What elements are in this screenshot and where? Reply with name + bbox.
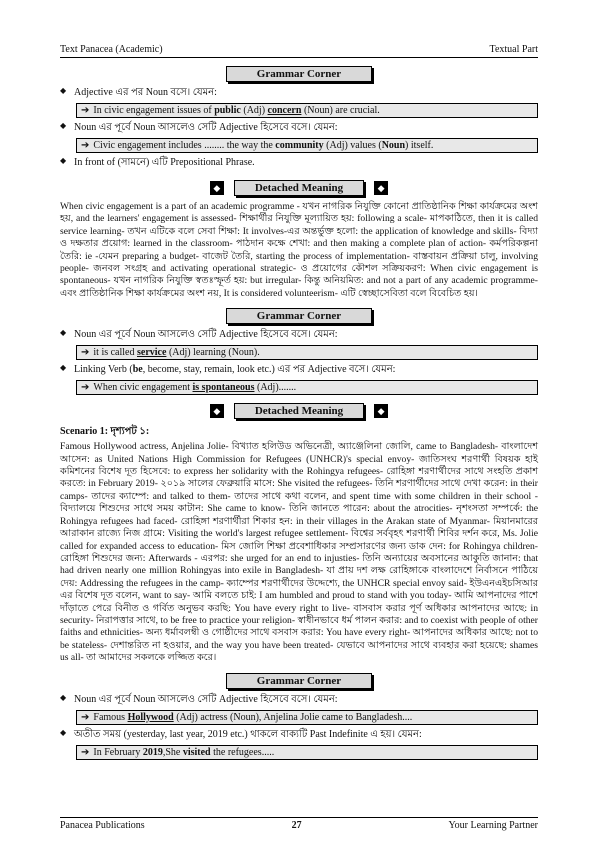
page-header (60, 44, 538, 58)
diamond-bullet-icon: ◆ (60, 727, 67, 737)
scenario-title: Scenario 1: দৃশ্যপট ১: (60, 426, 150, 438)
example-box: ➔ When civic engagement is spontaneous (Adj)....... (76, 380, 538, 395)
detached-meaning-paragraph: When civic engagement is a part of an academic programme - যখন নাগরিক নিযুক্তি কোনো প্রাতিষ্ঠানিক শিক্ষা কার্যক্রমের অংশ হয়, and the learners' engagement is assessed- শিক্ষার্থীর নিযুক্তি মূল্যায়িত হয়: following a scale- মাপকাঠিতে, then it is called service learning- তখন এটিকে বলে সেবা শিক্ষা: It involves-এর অন্তর্ভুক্ত হলো: the application of knowledge and skills- বিদ্যা ও দক্ষতার প্রয়োগ: learned in the classroom- পাঠদান কক্ষে শেখা: and then making a complete plan of action- কর্মপরিকল্পনা তৈরি: ie -যেমন preparing a budget- বাজেট তৈরি, starting the process of implementation- বাস্তবায়ন প্রক্রিয়া চালু, involving people- জনবল সংগ্রহ and activating operational strategic- ও প্রয়োগের কৌশল সক্রিয়করণ: When civic engagement is spontaneous- যখন নাগরিক নিযুক্তি স্বতঃস্ফূর্ত হয়: but irregular- কিন্তু অনিয়মিত: and not a part of any academic programme- এবং প্রাতিষ্ঠানিক শিক্ষা কার্যক্রমের অংশ নয়, It is considered volunteerism- এটি স্বেচ্ছাসেবিতা বলে বিবেচিত হয়। (60, 201, 538, 299)
diamond-bullet-icon: ◆ (60, 121, 67, 130)
example-box: ➔ In civic engagement issues of public (Adj) concern (Noun) are crucial. (76, 103, 538, 118)
arrow-icon: ➔ (81, 746, 90, 758)
detached-meaning-heading: Detached Meaning (234, 180, 364, 196)
diamond-bullet-icon: ◆ (60, 156, 67, 165)
grammar-corner-heading: Grammar Corner (226, 673, 372, 689)
detached-meaning-heading: Detached Meaning (234, 403, 364, 419)
page-footer (60, 817, 538, 831)
example-box: ➔ Famous Hollywood (Adj) actress (Noun), Anjelina Jolie came to Bangladesh.... (76, 710, 538, 725)
diamond-bullet-icon: ◆ (60, 692, 67, 702)
example-box: ➔ Civic engagement includes ........ the way the community (Adj) values (Noun) itself. (76, 138, 538, 153)
arrow-icon: ➔ (81, 711, 90, 723)
diamond-icon: ◆ (374, 404, 388, 418)
diamond-icon: ◆ (210, 181, 224, 195)
diamond-bullet-icon: ◆ (60, 86, 67, 95)
arrow-icon: ➔ (81, 105, 90, 116)
header-section: Textual Part (489, 44, 538, 55)
example-box: ➔ In February 2019,She visited the refugees..... (76, 745, 538, 760)
arrow-icon: ➔ (81, 382, 90, 394)
rule-item: ◆ Adjective এর পর Noun বসে। যেমন: (60, 85, 538, 102)
rule-item: ◆ Noun এর পূর্বে Noun আসলেও সেটি Adjective হিসেবে বসে। যেমন: (60, 120, 538, 137)
page-content (60, 44, 538, 762)
publisher-name: Panacea Publications (60, 820, 145, 831)
rule-item: ◆ Noun এর পূর্বে Noun আসলেও সেটি Adjective হিসেবে বসে। যেমন: (60, 692, 538, 709)
example-box: ➔ it is called service (Adj) learning (Noun). (76, 345, 538, 360)
rule-item: ◆ অতীত সময় (yesterday, last year, 2019 etc.) থাকলে বাক্যটি Past Indefinite এ হয়। যেমন: (60, 727, 538, 744)
rule-item: ◆ Noun এর পূর্বে Noun আসলেও সেটি Adjective হিসেবে বসে। যেমন: (60, 327, 538, 344)
grammar-corner-heading: Grammar Corner (226, 308, 372, 324)
page-number: 27 (291, 820, 302, 831)
grammar-corner-heading: Grammar Corner (226, 66, 372, 82)
diamond-icon: ◆ (210, 404, 224, 418)
rule-item: ◆ In front of (সামনে) এটি Prepositional Phrase. (60, 155, 538, 172)
footer-tagline: Your Learning Partner (448, 820, 538, 831)
header-book-title: Text Panacea (Academic) (60, 44, 163, 55)
arrow-icon: ➔ (81, 347, 90, 359)
rule-item: ◆ Linking Verb (be, become, stay, remain, look etc.) এর পর Adjective বসে। যেমন: (60, 362, 538, 379)
diamond-icon: ◆ (374, 181, 388, 195)
scenario-paragraph: Famous Hollywood actress, Anjelina Jolie- বিখ্যাত হলিউড অভিনেত্রী, অ্যাঞ্জেলিনা জোলি, came to Bangladesh- বাংলাদেশ আসেন: as United Nations High Commission for Refugees (UNHCR)'s special envoy- জাতিসংঘ শরণার্থী বিষয়ক হাই কমিশনের বিশেষ দূত হিসেবে: to express her solidarity with the Rohingya refugees- রোহিঙ্গা শরণার্থীদের সাথে সংহতি প্রকাশ করতে: in February 2019- ২০১৯ সালের ফেব্রুয়ারি মাসে: She visited the refugees- তিনি শরণার্থীদের সাথে দেখা করেন: in their camps- তাদের ক্যাম্পে: and talked to them- তাদের সাথে কথা বলেন, and spent time with some children in their school - বিদ্যালয়ে শিশুদের সাথে সময় কাটান: She came to know- তিনি জানতে পারেন: about the atrocities- নৃশংসতা সম্পর্কে: the Rohingya refugees had faced- রোহিঙ্গা শরণার্থীরা শিকার হন: in their villages in the Arakan state of Myanmar- মিয়ানমারের আরাকান রাজ্যে নিজ গ্রামে: Visiting the world's largest refugee settlement- বিশ্বের সর্ববৃহৎ শরণার্থী শিবির দর্শন করে, Ms. Jolie called for expanded access to education- মিস জোলি শিক্ষা প্রবেশাধিকার সম্প্রসারণের জন্য ডাক দেন: for Rohingya children- রোহিঙ্গা শিশুদের জন্য: Afterwards - এরপর: she urged for an end to injusties- তিনি অন্যায়ের অবসানের আকুতি জানান: that had driven nearly one million Rohingyas into exile in Bangladesh- যা প্রায় দশ লক্ষ রোহিঙ্গাকে বাংলাদেশে নির্বাসনে পাঠিয়ে দেয়: Addressing the refugees in the camp- ক্যাম্পের শরণার্থীদের উদ্দেশ্যে, the UNHCR special envoy said- ইউএনএইচসিআর এর বিশেষ দূত বলেন, want to say- আমি বলতে চাই: I am humbled and proud to stand with you today- আমি আপনাদের পাশে দাঁড়াতে পেরে বিনীত ও গর্বিত অনুভব করছি: You have every right to live- বাসবাস করার পূর্ণ অধিকার আপনাদের আছে: in security- নিরাপত্তার সাথে, to be free to practice your religion- স্বাধীনভাবে ধর্ম পালন করার: and to coexist with people of other faiths and ethnicities- অন্য ধর্মাবলম্বী ও গোষ্ঠীদের সাথে বসবাস করার: You have every right- আপনাদের অধিকার আছে: not to be stateless- দেশান্তরিত না হওয়ার, and the way you have been treated- যেভাবে আপনাদের সাথে ব্যবহার করা হয়েছে: shames us all- তা আমাদের সকলকে লজ্জিত করে। (60, 441, 538, 664)
diamond-bullet-icon: ◆ (60, 363, 67, 373)
arrow-icon: ➔ (81, 140, 90, 151)
diamond-bullet-icon: ◆ (60, 328, 67, 338)
